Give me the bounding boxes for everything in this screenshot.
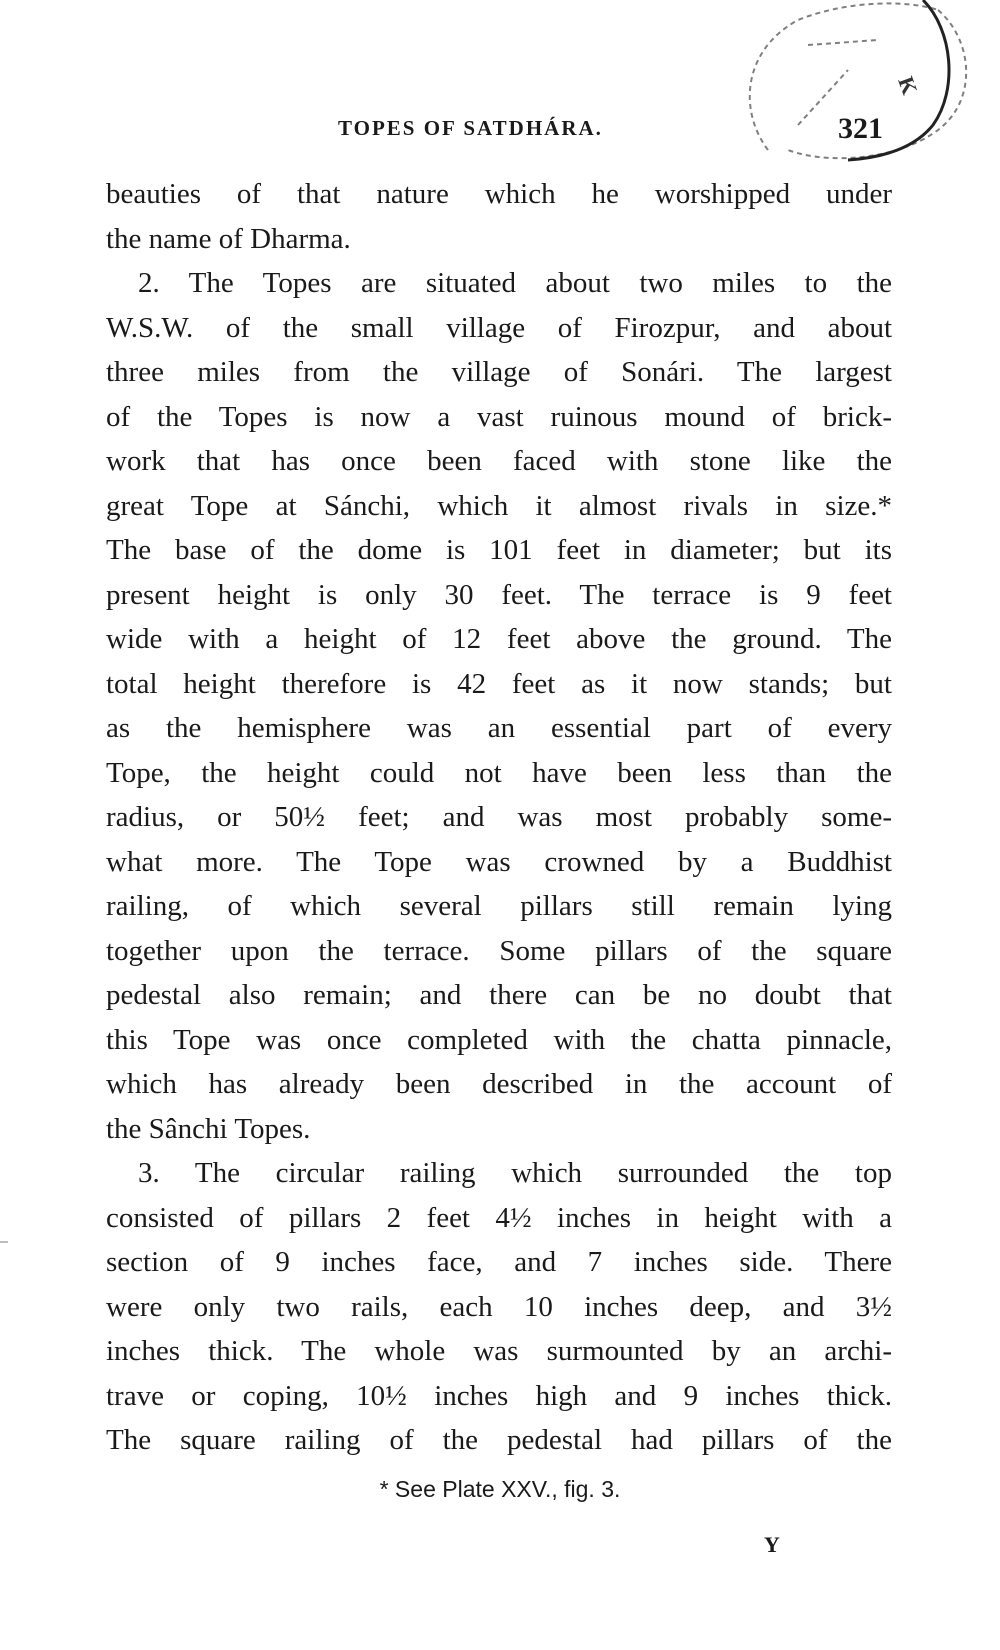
text-line: W.S.W. of the small village of Firozpur, and about: [106, 311, 892, 344]
text-line: the Sânchi Topes.: [106, 1112, 311, 1145]
text-line: of the Topes is now a vast ruinous mound of brick-: [106, 400, 892, 433]
text-line: inches thick. The whole was surmounted by an archi-: [106, 1335, 892, 1367]
text-line: work that has once been faced with stone like the: [106, 445, 892, 477]
text-line: railing, of which several pillars still remain lying: [106, 890, 892, 922]
footnote: * See Plate XXV., fig. 3.: [379, 1476, 621, 1502]
text-line: present height is only 30 feet. The terrace is 9 feet: [106, 578, 892, 611]
text-line: section of 9 inches face, and 7 inches side. There: [106, 1246, 892, 1278]
text-line: The square railing of the pedestal had pillars of the: [106, 1424, 892, 1456]
text-line: this Tope was once completed with the chatta pinnacle,: [106, 1023, 892, 1056]
text-line: beauties of that nature which he worshipped under: [106, 178, 892, 210]
text-line: radius, or 50½ feet; and was most probably some-: [106, 801, 892, 833]
text-line: were only two rails, each 10 inches deep, and 3½: [106, 1290, 892, 1323]
running-head-title: TOPES OF SATDHÁRA.: [338, 116, 603, 140]
text-line: which has already been described in the account of: [106, 1068, 892, 1100]
text-line: what more. The Tope was crowned by a Buddhist: [106, 845, 892, 878]
text-line: wide with a height of 12 feet above the ground. The: [106, 623, 892, 655]
text-line: consisted of pillars 2 feet 4½ inches in height with a: [106, 1201, 892, 1234]
text-line: great Tope at Sánchi, which it almost rivals in size.*: [106, 489, 892, 522]
text-line: total height therefore is 42 feet as it now stands; but: [106, 667, 892, 700]
text-line: pedestal also remain; and there can be no doubt that: [106, 979, 892, 1011]
page-number: 321: [838, 112, 883, 145]
body-text: [106, 172, 892, 1463]
text-line: as the hemisphere was an essential part of every: [106, 712, 892, 744]
text-line: the name of Dharma.: [106, 222, 351, 255]
text-line: three miles from the village of Sonári. The largest: [106, 356, 892, 388]
text-line: together upon the terrace. Some pillars of the square: [106, 934, 892, 967]
text-line: The base of the dome is 101 feet in diameter; but its: [106, 534, 892, 566]
svg-text:K: K: [893, 73, 923, 98]
text-line: trave or coping, 10½ inches high and 9 inches thick.: [106, 1379, 892, 1412]
signature-mark: Y: [764, 1532, 780, 1557]
text-line: Tope, the height could not have been less than the: [106, 756, 892, 789]
running-head: [0, 112, 1000, 152]
text-line: 2. The Topes are situated about two miles to the: [138, 267, 892, 299]
text-line: 3. The circular railing which surrounded the top: [138, 1157, 892, 1189]
margin-mark: [0, 1241, 8, 1243]
